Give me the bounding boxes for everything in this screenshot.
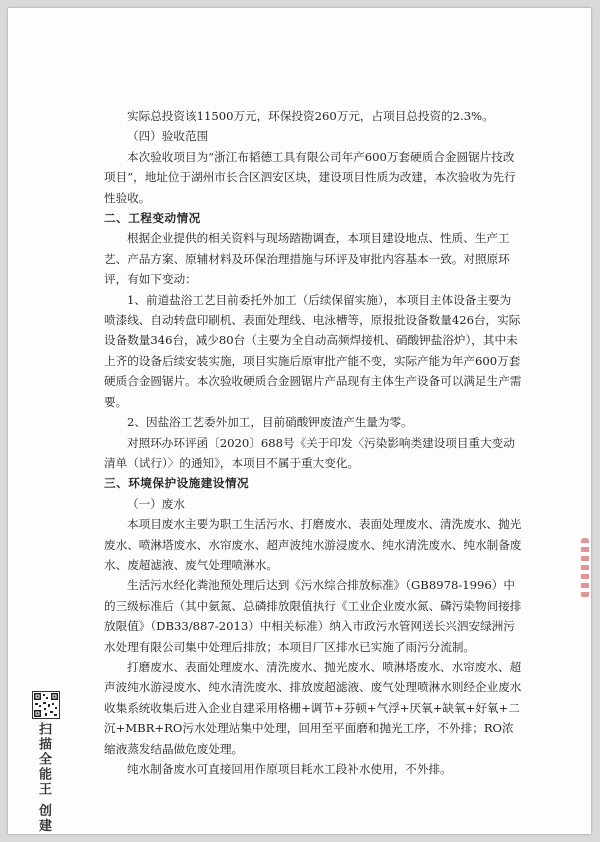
qr-code-icon: [32, 691, 60, 719]
paragraph-acceptance-scope: 本次验收项目为“浙江布韬德工具有限公司年产600万套硬质合金圆锯片技改项目”，地址位于湖州市长合区泗安区块，建设项目性质为改建，本次验收为先行性验收。: [104, 149, 516, 205]
paragraph-change-conclusion: 对照环办环评函〔2020〕688号《关于印发〈污染影响类建设项目重大变动清单（试行）〉的通知》，本项目不属于重大变化。: [104, 435, 515, 470]
paragraph-pure-water: 纯水制备废水可直接回用作原项目耗水工段补水使用，不外排。: [127, 762, 452, 776]
section-heading-environmental-facilities: 三、环境保护设施建设情况: [104, 476, 250, 491]
section-heading-acceptance-scope: （四）验收范围: [127, 129, 209, 144]
scanner-watermark: 扫描全能王 创建: [36, 722, 51, 834]
paragraph-changes-intro: 根据企业提供的相关资料与现场踏勘调查，本项目建设地点、性质、生产工艺、产品方案、原辅材料及环保治理措施与环评及审批内容基本一致。对照原环评，有如下变动：: [104, 231, 510, 287]
paragraph-industrial-wastewater: 打磨废水、表面处理废水、清洗废水、抛光废水、喷淋塔废水、水帘废水、超声波纯水游浸废水、纯水清洗废水、排放废超滤液、废气处理喷淋水则经企业废水收集系统收集后进入企业自建采用格栅+调节+芬顿+气浮+厌氧+缺氧+好氧+二沉+MBR+RO污水处理站集中处理，回用至平面磨和抛光工序，不外排；RO浓缩液蒸发结晶做危废处理。: [104, 659, 522, 756]
paragraph-investment: 实际总投资该11500万元，环保投资260万元，占项目总投资的2.3%。: [127, 109, 494, 123]
red-stamp-mark: [581, 538, 589, 598]
paragraph-domestic-sewage: 生活污水经化粪池预处理后达到《污水综合排放标准》（GB8978-1996）中的三级标准后（其中氨氮、总磷排放限值执行《工业企业废水氮、磷污染物间接排放限值》（DB33/887-2013）中相关标准）纳入市政污水管网送长兴泗安绿洲污水处理有限公司集中处理后排放；本项目厂区排水已实施了雨污分流制。: [104, 578, 522, 654]
subheading-wastewater: （一）废水: [127, 496, 185, 511]
document-page: [8, 8, 591, 834]
paragraph-wastewater-types: 本项目废水主要为职工生活污水、打磨废水、表面处理废水、清洗废水、抛光废水、喷淋塔废水、水帘废水、超声波纯水游浸废水、纯水清洗废水、纯水制备废水、废超滤液、废气处理喷淋水。: [104, 517, 522, 572]
paragraph-change-1: 1、前道盐浴工艺目前委托外加工（后续保留实施），本项目主体设备主要为喷漆线、自动转盘印刷机、表面处理线、电泳槽等，原报批设备数量426台，实际设备数量346台，减少80台（主要为全自动高频焊接机、硝酸钾盐浴炉），其中未上齐的设备后续安装实施，项目实施后原审批产能不变，实际产能为年产600万套硬质合金圆锯片。本次验收硬质合金圆锯片产品现有主体生产设备可以满足生产需要。: [104, 292, 522, 409]
section-heading-engineering-changes: 二、工程变动情况: [104, 211, 201, 226]
document-body: [104, 106, 522, 779]
paragraph-change-2: 2、因盐浴工艺委外加工，目前硝酸钾废渣产生量为零。: [127, 415, 413, 430]
